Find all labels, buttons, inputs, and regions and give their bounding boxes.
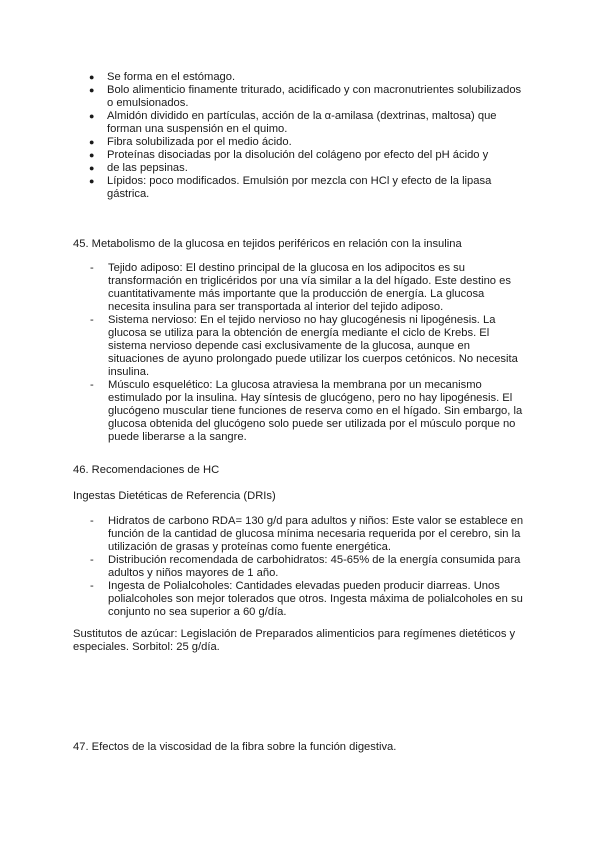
stomach-bullet-list [73, 71, 528, 201]
list-item: - Sistema nervioso: En el tejido nervioso no hay glucogénesis ni lipogénesis. La glucosa se utiliza para la obtención de energía mediante el ciclo de Krebs. El sistema nervioso depende casi exclusivamente de la glucosa, aunque en situaciones de ayuno prolongado puede utilizar los cuerpos cetónicos. No necesita insulina. [73, 314, 528, 379]
section-47 [73, 741, 528, 754]
section-46 [73, 464, 528, 477]
list-item: - Distribución recomendada de carbohidratos: 45-65% de la energía consumida para adultos y niños mayores de 1 año. [73, 554, 528, 580]
list-item: - Ingesta de Polialcoholes: Cantidades elevadas pueden producir diarreas. Unos polialcoholes son mejor tolerados que otros. Ingesta máxima de polialcoholes en su conjunto no sea superior a 60 g/día. [73, 580, 528, 619]
section-45 [73, 238, 528, 251]
section-46-note-wrap [73, 628, 528, 654]
section-47-heading: 47. Efectos de la viscosidad de la fibra sobre la función digestiva. [73, 741, 397, 753]
section-46-heading: 46. Recomendaciones de HC [73, 464, 220, 476]
section-46-subheading-wrap [73, 490, 528, 503]
section-46-note: Sustitutos de azúcar: Legislación de Preparados alimenticios para regímenes dietéticos y especiales. Sorbitol: 25 g/día. [73, 628, 516, 653]
list-item: ● Almidón dividido en partículas, acción de la α-amilasa (dextrinas, maltosa) que forman una suspensión en el quimo. [73, 110, 528, 136]
list-item: - Hidratos de carbono RDA= 130 g/d para adultos y niños: Este valor se establece en función de la cantidad de glucosa mínima necesaria requerida por el cerebro, sin la utilización de grasas y proteínas como fuente energética. [73, 515, 528, 554]
list-item: ● Lípidos: poco modificados. Emulsión por mezcla con HCl y efecto de la lipasa gástrica. [73, 175, 528, 201]
list-item: - Tejido adiposo: El destino principal de la glucosa en los adipocitos es su transformación en triglicéridos por una vía similar a la del hígado. Este destino es cuantitativamente más importante que la producción de energía. La glucosa necesita insulina para ser transportada al interior del tejido adiposo. [73, 262, 528, 314]
section-46-list [73, 515, 528, 619]
list-item: ● Proteínas disociadas por la disolución del colágeno por efecto del pH ácido y [73, 149, 528, 162]
section-46-subheading: Ingestas Dietéticas de Referencia (DRIs) [73, 490, 276, 502]
list-item: ● de las pepsinas. [73, 162, 528, 175]
list-item: ● Se forma en el estómago. [73, 71, 528, 84]
list-item: ● Fibra solubilizada por el medio ácido. [73, 136, 528, 149]
list-item: ● Bolo alimenticio finamente triturado, acidificado y con macronutrientes solubilizados o emulsionados. [73, 84, 528, 110]
list-item: - Músculo esquelético: La glucosa atraviesa la membrana por un mecanismo estimulado por la insulina. Hay síntesis de glucógeno, pero no hay lipogénesis. El glucógeno muscular tiene funciones de reserva como en el hígado. Sin embargo, la glucosa obtenida del glucógeno solo puede ser utilizada por el músculo porque no puede liberarse a la sangre. [73, 379, 528, 444]
section-45-heading: 45. Metabolismo de la glucosa en tejidos periféricos en relación con la insulina [73, 238, 462, 250]
section-45-list [73, 262, 528, 444]
